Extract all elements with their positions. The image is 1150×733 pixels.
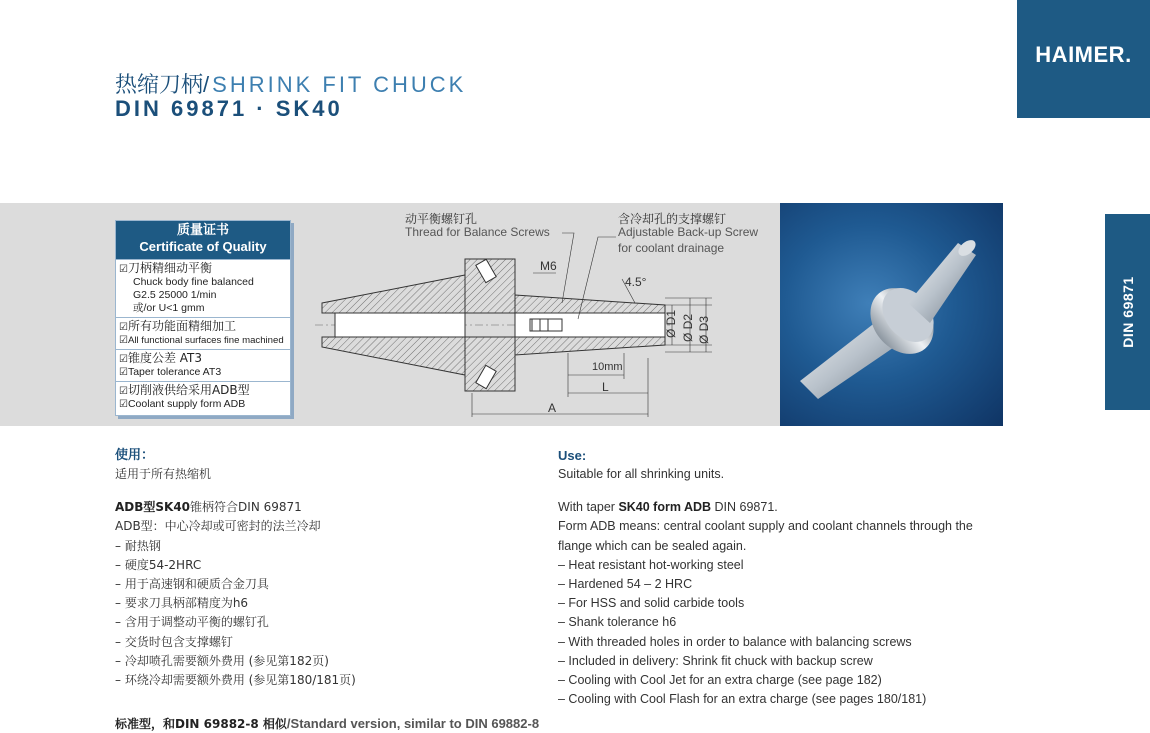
label-10mm: 10mm bbox=[592, 361, 623, 373]
list-item: – 要求刀具柄部精度为h6 bbox=[115, 596, 249, 611]
cert-line: 或/or U<1 gmm bbox=[133, 302, 205, 314]
checkbox-checked-icon: ☑ bbox=[119, 386, 128, 397]
cert-line: 刀柄精细动平衡 bbox=[127, 261, 212, 275]
quality-certificate bbox=[115, 220, 291, 416]
cert-line: Coolant supply form ADB bbox=[127, 398, 246, 410]
list-item: – Included in delivery: Shrink fit chuck with backup screw bbox=[558, 653, 873, 668]
page-title bbox=[115, 68, 466, 99]
checkbox-checked-icon: ☑ bbox=[119, 367, 128, 378]
label-balance-screws-en: Thread for Balance Screws bbox=[405, 225, 550, 239]
list-item: – Heat resistant hot-working steel bbox=[558, 557, 744, 572]
description-cn bbox=[115, 446, 545, 690]
cert-line: 切削液供给采用ADB型 bbox=[127, 383, 250, 397]
label-backup-screw-en2: for coolant drainage bbox=[618, 241, 725, 255]
adb-line-cn: ADB型：中心冷却或可密封的法兰冷却 bbox=[115, 519, 321, 534]
brand-logo-box bbox=[1017, 0, 1150, 118]
cert-line: Chuck body fine balanced bbox=[133, 276, 254, 288]
certificate-title-cn: 质量证书 bbox=[176, 223, 229, 238]
list-item: – 硬度54-2HRC bbox=[115, 557, 202, 572]
taper-bold-cn: ADB型SK40 bbox=[115, 500, 191, 515]
footer-en: /Standard version, similar to DIN 69882-8 bbox=[286, 716, 540, 731]
title-en: SHRINK FIT CHUCK bbox=[212, 72, 467, 97]
list-item: – 交货时包含支撑螺钉 bbox=[115, 634, 233, 649]
use-heading-cn: 使用： bbox=[115, 448, 155, 463]
certificate-item bbox=[116, 349, 290, 381]
certificate-item bbox=[116, 259, 290, 317]
standard-version-note bbox=[115, 715, 539, 732]
taper-line-en bbox=[558, 498, 998, 517]
use-text-cn: 适用于所有热缩机 bbox=[115, 467, 212, 481]
certificate-item bbox=[116, 317, 290, 349]
list-item: – For HSS and solid carbide tools bbox=[558, 596, 745, 611]
checkbox-checked-icon: ☑ bbox=[119, 264, 128, 275]
list-item: – Cooling with Cool Jet for an extra charge (see page 182) bbox=[558, 673, 882, 688]
haimer-logo: HAIMER. bbox=[1035, 42, 1132, 67]
technical-drawing bbox=[300, 203, 780, 426]
cert-line: 所有功能面精细加工 bbox=[127, 319, 236, 333]
certificate-header bbox=[116, 221, 290, 259]
list-item: – 含用于调整动平衡的螺钉孔 bbox=[115, 615, 269, 630]
list-item: – With threaded holes in order to balance with balancing screws bbox=[558, 634, 912, 649]
list-item: – Hardened 54 – 2 HRC bbox=[558, 577, 693, 592]
chuck-photo-illustration bbox=[780, 203, 1003, 426]
side-tab-label: DIN 69871 bbox=[1119, 276, 1136, 348]
product-photo bbox=[780, 203, 1003, 426]
cert-line: All functional surfaces fine machined bbox=[127, 335, 284, 346]
cert-line: Taper tolerance AT3 bbox=[127, 366, 222, 378]
label-l: L bbox=[602, 380, 609, 394]
taper-bold-en: SK40 form ADB bbox=[618, 500, 712, 515]
use-heading-en: Use: bbox=[558, 448, 587, 463]
title-separator: / bbox=[203, 72, 213, 97]
label-d3: Ø D3 bbox=[697, 315, 711, 344]
label-balance-screws-cn: 动平衡螺钉孔 bbox=[405, 212, 478, 226]
list-item: – 耐热钢 bbox=[115, 538, 161, 553]
adb-line-en-1: Form ADB means: central coolant supply and coolant channels through the bbox=[558, 519, 973, 534]
certificate-item bbox=[116, 381, 290, 413]
taper-rest-cn: 锥柄符合DIN 69871 bbox=[190, 500, 302, 515]
checkbox-checked-icon: ☑ bbox=[119, 354, 128, 365]
label-a: A bbox=[548, 401, 557, 415]
list-item: – Shank tolerance h6 bbox=[558, 615, 677, 630]
footer-cn: 标准型，和DIN 69882-8 相似 bbox=[115, 717, 287, 731]
list-item: – 冷却喷孔需要额外费用 (参见第182页) bbox=[115, 653, 329, 668]
use-text-en: Suitable for all shrinking units. bbox=[558, 467, 725, 481]
label-m6: M6 bbox=[540, 259, 557, 273]
list-item: – 用于高速钢和硬质合金刀具 bbox=[115, 577, 269, 592]
taper-post-en: DIN 69871. bbox=[711, 500, 778, 515]
taper-line-cn bbox=[115, 498, 545, 517]
checkbox-checked-icon: ☑ bbox=[119, 335, 128, 346]
cert-line: 锥度公差 AT3 bbox=[127, 351, 203, 365]
page-subtitle: DIN 69871 · SK40 bbox=[115, 96, 343, 121]
label-d2: Ø D2 bbox=[681, 313, 695, 342]
certificate-title-en: Certificate of Quality bbox=[139, 239, 267, 254]
checkbox-checked-icon: ☑ bbox=[119, 399, 128, 410]
label-backup-screw-cn: 含冷却孔的支撑螺钉 bbox=[618, 212, 727, 226]
cert-line: G2.5 25000 1/min bbox=[133, 289, 217, 301]
list-item: – Cooling with Cool Flash for an extra charge (see pages 180/181) bbox=[558, 692, 927, 707]
taper-pre-en: With taper bbox=[558, 500, 619, 515]
label-angle: 4.5° bbox=[625, 275, 647, 289]
checkbox-checked-icon: ☑ bbox=[119, 322, 128, 333]
list-item: – 环绕冷却需要额外费用 (参见第180/181页) bbox=[115, 673, 356, 688]
side-tab bbox=[1105, 214, 1150, 410]
label-d1: Ø D1 bbox=[664, 309, 678, 338]
description-en bbox=[558, 446, 998, 709]
adb-line-en-2: flange which can be sealed again. bbox=[558, 538, 747, 553]
label-backup-screw-en1: Adjustable Back-up Screw bbox=[618, 225, 759, 239]
title-cn: 热缩刀柄 bbox=[115, 73, 204, 98]
